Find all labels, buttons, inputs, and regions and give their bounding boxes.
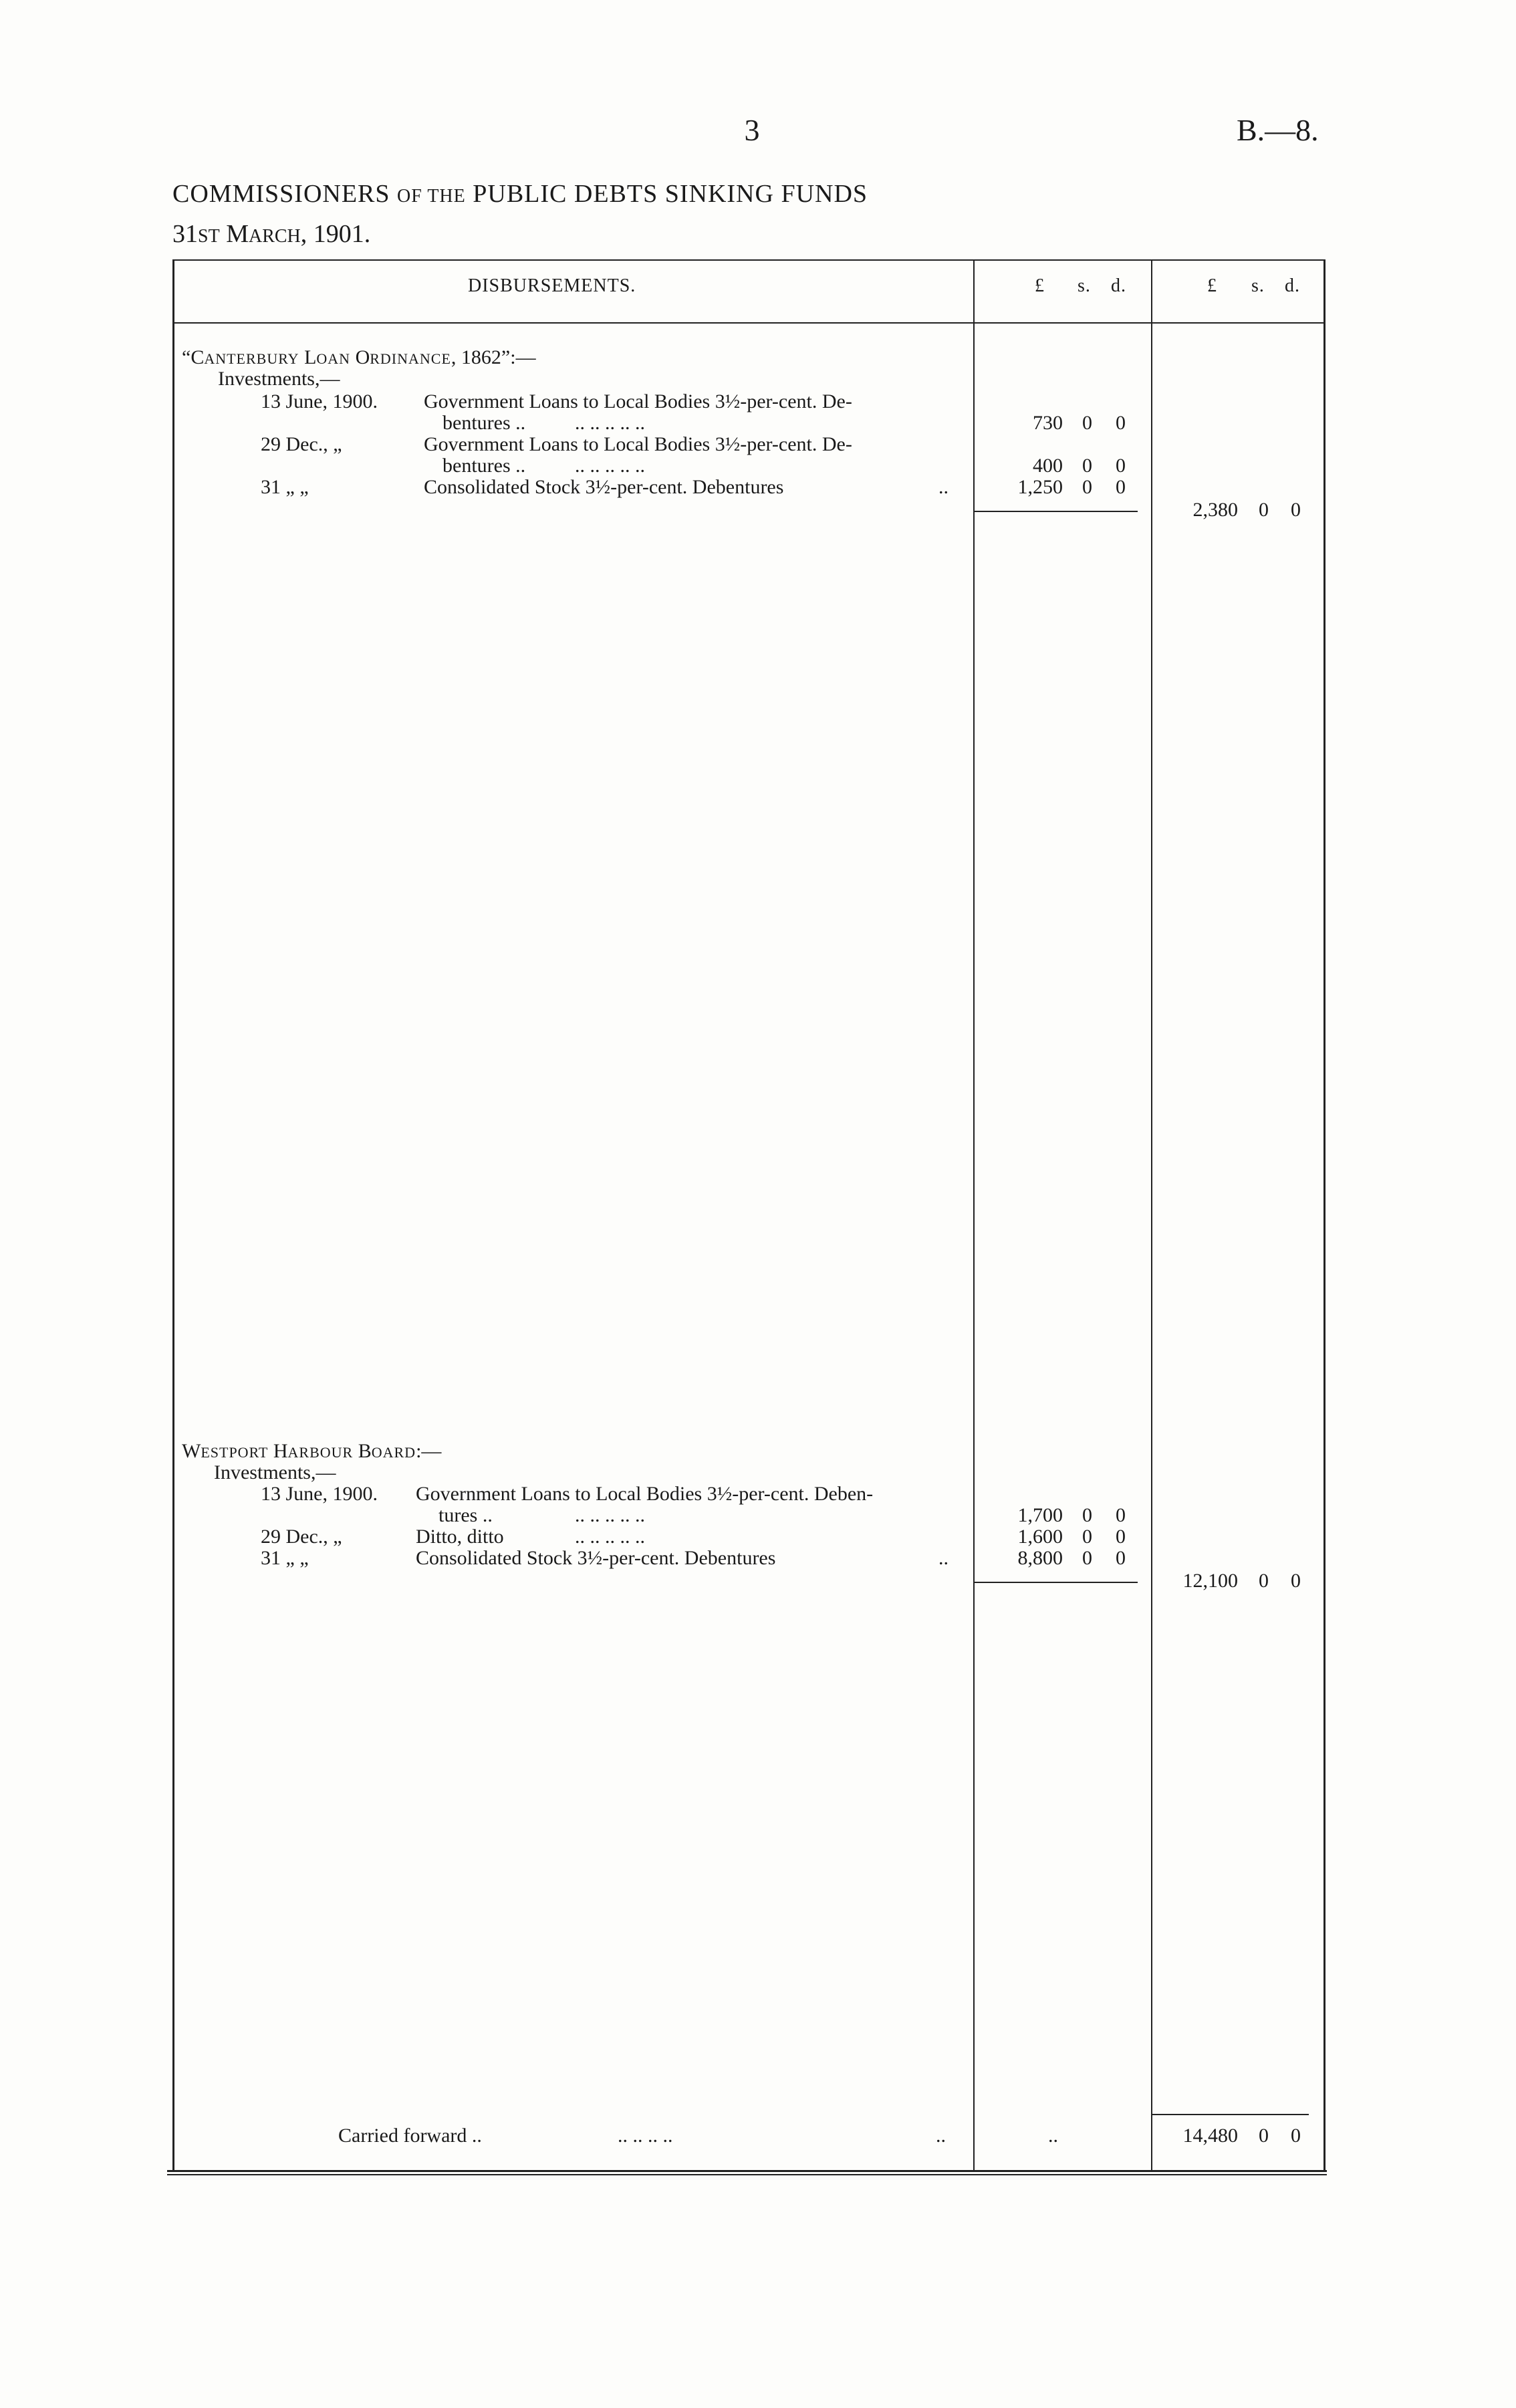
entry-date: 31 „ „ — [261, 1547, 309, 1569]
entry-date: 29 Dec., „ — [261, 433, 342, 455]
carried-forward-rule — [1151, 2114, 1309, 2115]
col2-shillings-header: s. — [1251, 275, 1265, 296]
carried-forward-pounds: 14,480 — [1182, 2125, 1238, 2147]
section-heading-canterbury — [182, 346, 536, 369]
title-part-2: OF THE — [397, 186, 466, 207]
title-part-3: PUBLIC DEBTS SINKING FUNDS — [465, 180, 868, 208]
col1-shillings-header: s. — [1078, 275, 1091, 296]
amount-pounds: 400 — [1033, 455, 1063, 477]
heading-part: OARD — [371, 1444, 416, 1461]
heading-part: “C — [182, 346, 205, 368]
amount-shillings: 0 — [1082, 476, 1092, 498]
col1-leader: .. — [1048, 2125, 1058, 2147]
dot-leader: .. — [938, 476, 949, 498]
title-part-1: COMMISSIONERS — [172, 180, 398, 208]
table-bottom-rule-2 — [167, 2174, 1327, 2175]
entry-description: Consolidated Stock 3½-per-cent. Debentures — [424, 476, 784, 498]
entry-description: Government Loans to Local Bodies 3½-per-cent. De- — [424, 433, 852, 455]
heading-part: , 1862”:— — [451, 346, 536, 368]
heading-part: ESTPORT — [201, 1444, 269, 1461]
date-day: 31 — [172, 220, 198, 248]
amount-shillings: 0 — [1082, 1547, 1092, 1569]
amount-pence: 0 — [1116, 1547, 1126, 1569]
col1-pounds-header: £ — [1035, 275, 1045, 296]
subtotal-rule — [973, 1582, 1138, 1583]
column-divider-1 — [973, 259, 975, 2170]
entry-date: 13 June, 1900. — [261, 1483, 378, 1505]
table-bottom-rule — [167, 2170, 1327, 2172]
entry-date: 13 June, 1900. — [261, 390, 378, 412]
heading-part: H — [268, 1440, 288, 1462]
amount-pence: 0 — [1116, 412, 1126, 434]
table-top-rule — [172, 259, 1325, 261]
dot-leader: .. .. .. .. .. — [575, 412, 645, 434]
heading-part: :— — [416, 1440, 442, 1462]
col2-pence-header: d. — [1285, 275, 1300, 296]
section-subheading: Investments,— — [218, 368, 340, 390]
entry-description-cont: bentures .. — [443, 412, 526, 434]
entry-description: Government Loans to Local Bodies 3½-per-cent. De- — [424, 390, 852, 412]
section-total-shillings: 0 — [1259, 499, 1269, 521]
amount-pence: 0 — [1116, 1526, 1126, 1548]
amount-shillings: 0 — [1082, 1526, 1092, 1548]
section-total-shillings: 0 — [1259, 1570, 1269, 1592]
date-month-rest: ARCH — [248, 226, 301, 247]
page-title — [172, 179, 868, 209]
document-reference: B.—8. — [1237, 113, 1319, 147]
dot-leader: .. .. .. .. — [618, 2125, 673, 2147]
heading-part: ANTERBURY — [204, 350, 299, 367]
amount-shillings: 0 — [1082, 412, 1092, 434]
amount-pounds: 1,600 — [1017, 1526, 1063, 1548]
entry-date: 31 „ „ — [261, 476, 309, 498]
dot-leader: .. .. .. .. .. — [575, 1504, 645, 1526]
carried-forward-pence: 0 — [1291, 2125, 1301, 2147]
section-total-pence: 0 — [1291, 499, 1301, 521]
table-right-rule — [1323, 259, 1325, 2170]
entry-date: 29 Dec., „ — [261, 1526, 342, 1548]
amount-shillings: 0 — [1082, 1504, 1092, 1526]
disbursements-header: DISBURSEMENTS. — [468, 275, 636, 296]
amount-pounds: 1,700 — [1017, 1504, 1063, 1526]
heading-part: L — [299, 346, 317, 368]
entry-description: Ditto, ditto — [416, 1526, 504, 1548]
dot-leader: .. — [938, 1547, 949, 1569]
amount-pounds: 8,800 — [1017, 1547, 1063, 1569]
carried-forward-shillings: 0 — [1259, 2125, 1269, 2147]
amount-pounds: 1,250 — [1017, 476, 1063, 498]
entry-description: Government Loans to Local Bodies 3½-per-cent. Deben- — [416, 1483, 874, 1505]
page-number: 3 — [744, 113, 760, 147]
section-heading-westport — [182, 1440, 441, 1463]
heading-part: O — [350, 346, 370, 368]
date-ordinal: ST — [198, 226, 220, 247]
col1-pence-header: d. — [1111, 275, 1126, 296]
dot-leader: .. .. .. .. .. — [575, 455, 645, 477]
heading-part: OAN — [316, 350, 351, 367]
page-date — [172, 219, 370, 249]
dot-leader: .. — [936, 2125, 946, 2147]
section-total-pounds: 12,100 — [1182, 1570, 1238, 1592]
amount-shillings: 0 — [1082, 455, 1092, 477]
section-total-pounds: 2,380 — [1192, 499, 1238, 521]
heading-part: W — [182, 1440, 201, 1462]
section-total-pence: 0 — [1291, 1570, 1301, 1592]
dot-leader: .. .. .. .. .. — [575, 1526, 645, 1548]
entry-description-cont: tures .. — [438, 1504, 493, 1526]
subtotal-rule — [973, 511, 1138, 512]
col2-pounds-header: £ — [1207, 275, 1217, 296]
date-month-initial: M — [226, 220, 249, 248]
amount-pounds: 730 — [1033, 412, 1063, 434]
amount-pence: 0 — [1116, 1504, 1126, 1526]
table-left-rule — [172, 259, 174, 2170]
heading-part: B — [353, 1440, 372, 1462]
column-divider-2 — [1151, 259, 1152, 2170]
heading-part: ARBOUR — [287, 1444, 354, 1461]
amount-pence: 0 — [1116, 455, 1126, 477]
header-rule — [172, 322, 1325, 324]
amount-pence: 0 — [1116, 476, 1126, 498]
section-subheading: Investments,— — [214, 1461, 336, 1483]
entry-description-cont: bentures .. — [443, 455, 526, 477]
entry-description: Consolidated Stock 3½-per-cent. Debentures — [416, 1547, 776, 1569]
date-year: , 1901. — [300, 220, 371, 248]
heading-part: RDINANCE — [370, 350, 451, 367]
carried-forward-label: Carried forward .. — [338, 2125, 482, 2147]
